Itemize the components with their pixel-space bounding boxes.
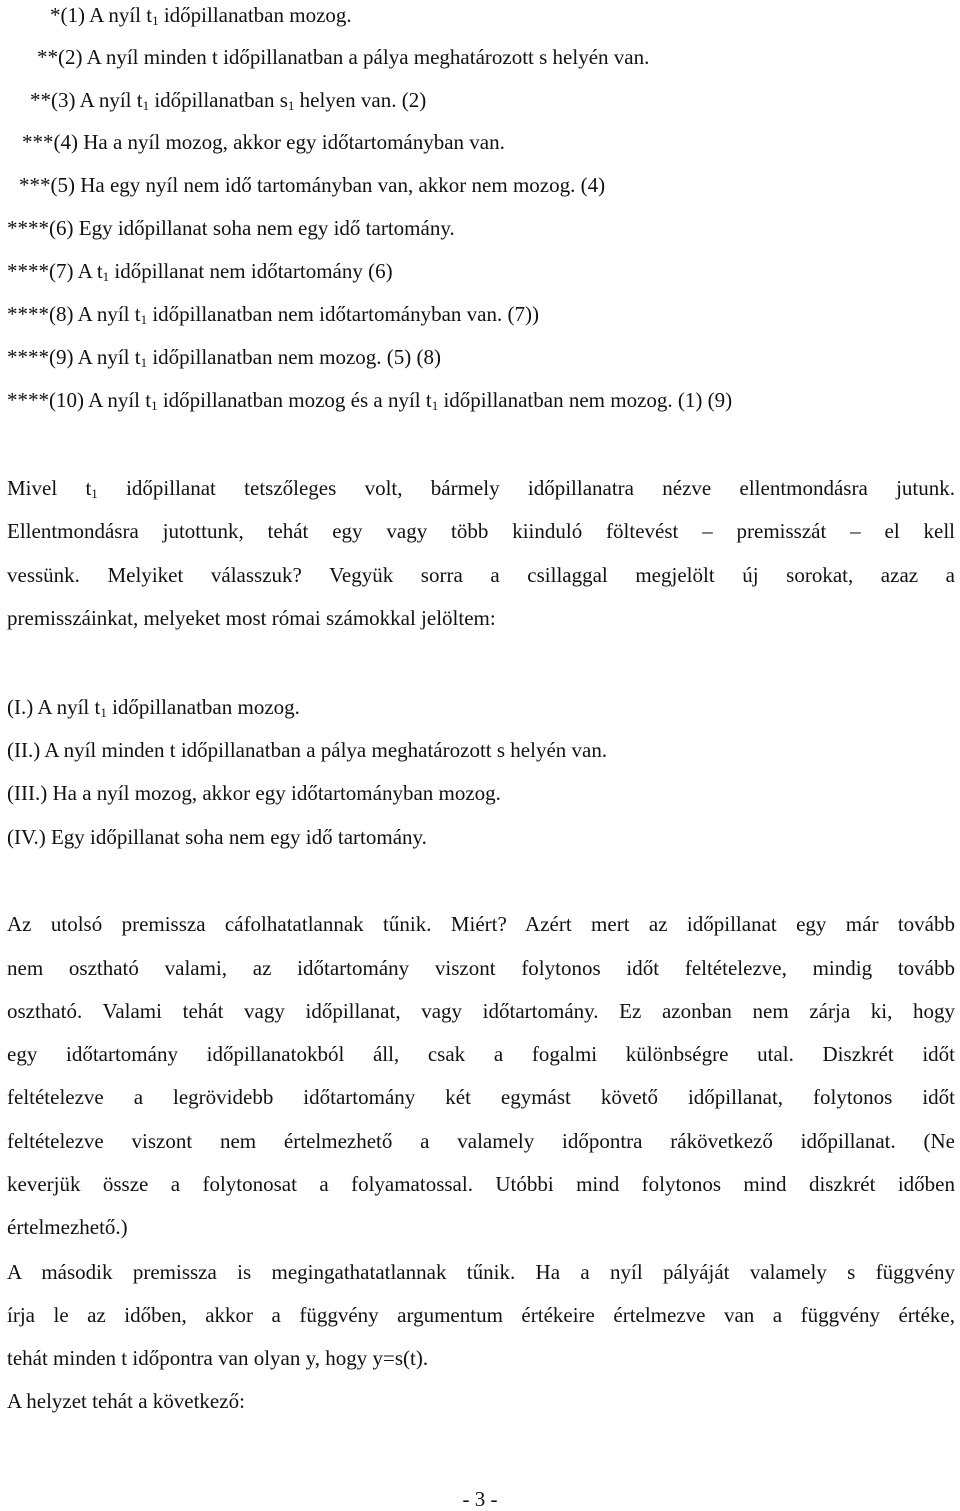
derivation-line-5: ***(5) Ha egy nyíl nem idő tartományban van, akkor nem mozog. (4) [19,173,606,197]
derivation-line-6: ****(6) Egy időpillanat soha nem egy idő tartomány. [7,216,455,240]
derivation-line-2: **(2) A nyíl minden t időpillanatban a pálya meghatározott s helyén van. [37,45,650,69]
paragraph-3-line-2: írja le az időben, akkor a függvény argumentum értékeire értelmezve van a függvény értéke, [7,1303,955,1327]
derivation-line-1: *(1) A nyíl $t_1$ időpillanatban mozog. [50,3,352,28]
paragraph-2-line-3: osztható. Valami tehát vagy időpillanat, vagy időtartomány. Ez azonban nem zárja ki, hogy [7,999,955,1023]
paragraph-1-line-3: vessünk. Melyiket válasszuk? Vegyük sorra a csillaggal megjelölt új sorokat, azaz a [7,563,955,587]
paragraph-2-line-6: feltételezve viszont nem értelmezhető a valamely időpontra rákövetkező időpillanat. (Ne [7,1129,955,1153]
derivation-line-3: **(3) A nyíl $t_1$ időpillanatban $s_1$ helyen van. (2) [30,88,427,113]
paragraph-2-line-7: keverjük össze a folytonosat a folyamatossal. Utóbbi mind folytonos mind diszkrét időben [7,1172,955,1196]
paragraph-1-line-4: premisszáinkat, melyeket most római számokkal jelöltem: [7,606,496,630]
paragraph-2-line-1: Az utolsó premissza cáfolhatatlannak tűnik. Miért? Azért mert az időpillanat egy már tovább [7,912,955,936]
paragraph-2-line-8: értelmezhető.) [7,1215,128,1239]
premise-4: (IV.) Egy időpillanat soha nem egy idő tartomány. [7,825,427,849]
derivation-line-7: ****(7) A $t_1$ időpillanat nem időtartomány (6) [7,259,393,284]
paragraph-3-line-3: tehát minden t időpontra van olyan y, hogy y=s(t). [7,1346,429,1370]
paragraph-2-line-5: feltételezve a legrövidebb időtartomány két egymást követő időpillanat, folytonos időt [7,1085,955,1109]
derivation-line-8: ****(8) A nyíl $t_1$ időpillanatban nem időtartományban van. (7)) [7,302,539,327]
paragraph-3-line-1: A második premissza is megingathatatlannak tűnik. Ha a nyíl pályáját valamely s függvény [7,1260,955,1284]
paragraph-1-line-2: Ellentmondásra jutottunk, tehát egy vagy több kiinduló föltevést – premisszát – el kell [7,519,955,543]
premise-2: (II.) A nyíl minden t időpillanatban a pálya meghatározott s helyén van. [7,738,608,762]
premise-1: (I.) A nyíl $t_1$ időpillanatban mozog. [7,695,300,720]
paragraph-2-line-2: nem osztható valami, az időtartomány viszont folytonos időt feltételezve, mindig tovább [7,956,955,980]
premise-3: (III.) Ha a nyíl mozog, akkor egy időtartományban mozog. [7,781,501,805]
derivation-line-10: ****(10) A nyíl $t_1$ időpillanatban mozog és a nyíl $t_1$ időpillanatban nem mozog. (1) (9) [7,388,733,413]
derivation-line-4: ***(4) Ha a nyíl mozog, akkor egy időtartományban van. [22,130,505,154]
paragraph-1-line-1: Mivel $t_1$ időpillanat tetszőleges volt, bármely időpillanatra nézve ellentmondásra jutunk. [7,476,955,501]
closing-line: A helyzet tehát a következő: [7,1389,245,1413]
paragraph-2-line-4: egy időtartomány időpillanatokból áll, csak a fogalmi különbségre utal. Diszkrét időt [7,1042,955,1066]
page-number: - 3 - [462,1487,498,1511]
derivation-line-9: ****(9) A nyíl $t_1$ időpillanatban nem mozog. (5) (8) [7,345,442,370]
